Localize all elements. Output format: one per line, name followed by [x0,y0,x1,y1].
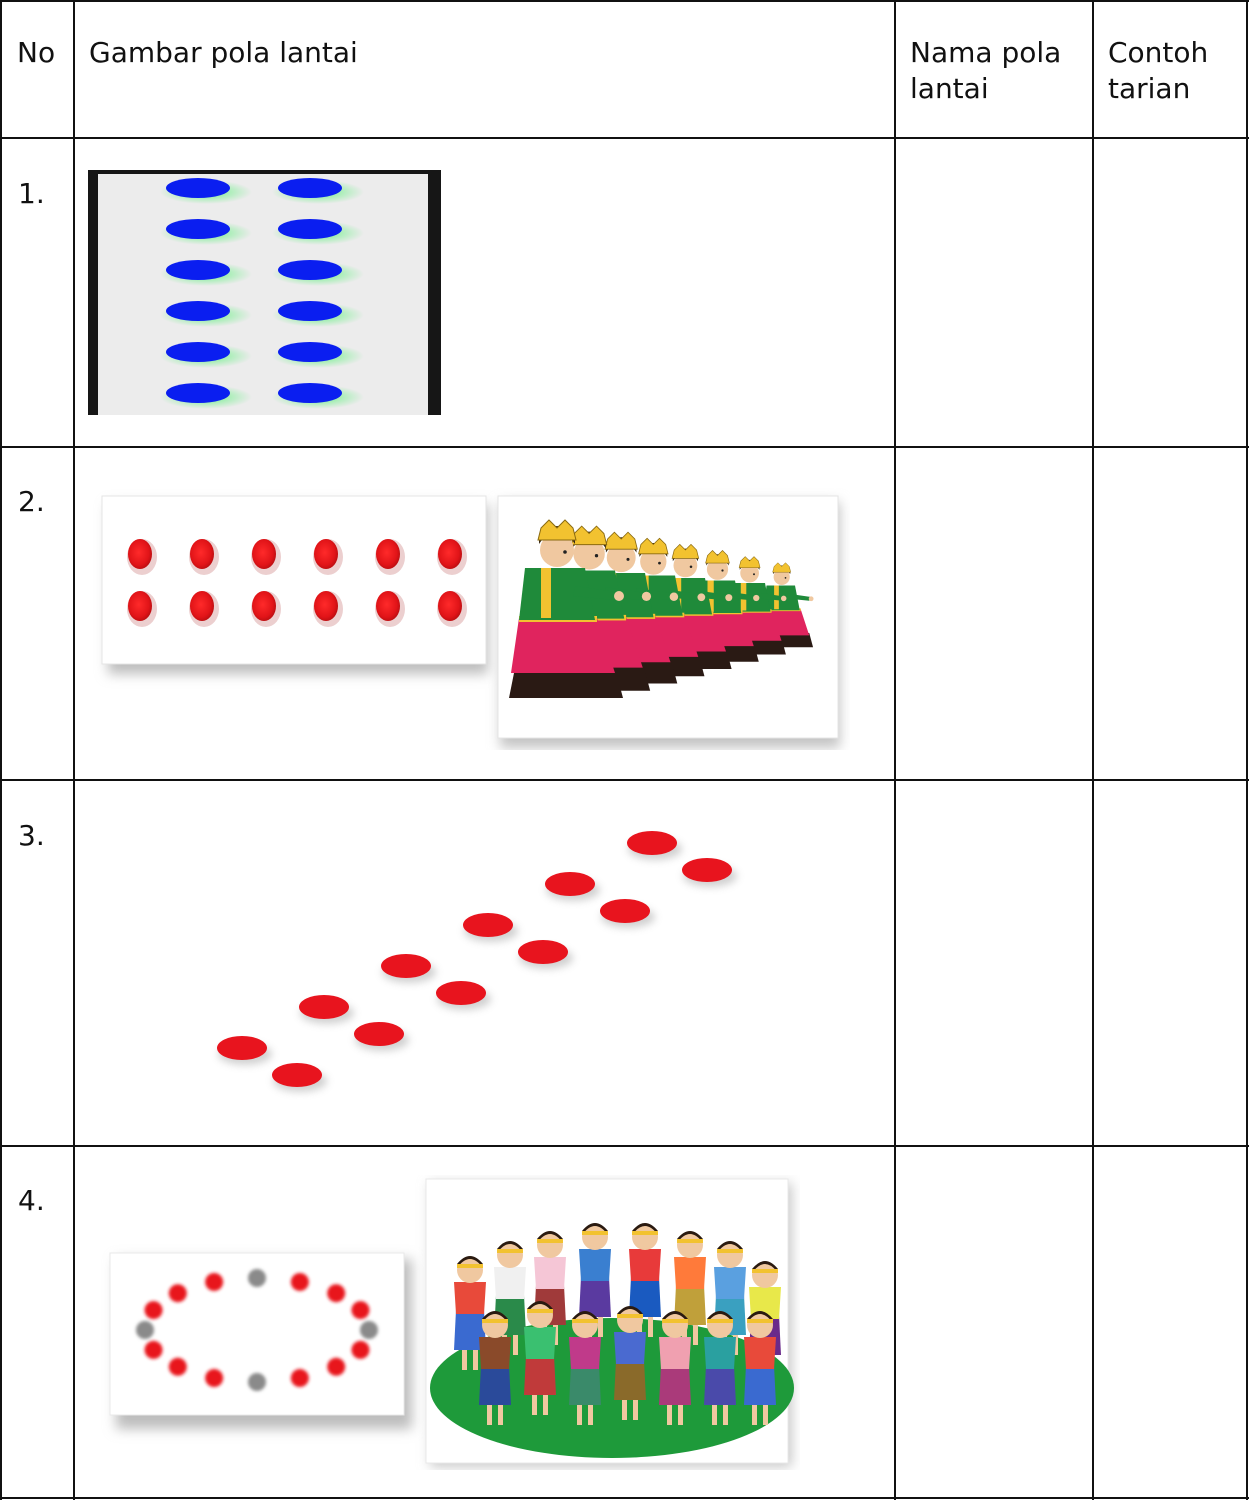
table-col-divider [1092,0,1094,1500]
dancer-position-marker [252,539,276,569]
dancer-position-marker [190,539,214,569]
table-row-divider [0,779,1249,781]
dancer-position-marker [128,591,152,621]
dancer-position-marker [166,219,230,239]
table-row-divider [0,1145,1249,1147]
dancer-position-marker [166,301,230,321]
header-no: No [17,36,56,69]
dancer-position-marker [436,981,486,1005]
row-3-figure [200,822,760,1102]
row-4-number: 4. [18,1184,45,1217]
diagonal-pattern-illustration [200,822,760,1102]
table-col-divider [894,0,896,1500]
table-border-left [0,0,2,1500]
row-2-figure [90,488,850,750]
dancer-position-marker [169,1358,187,1376]
table-row-divider [0,137,1249,139]
dancer-position-marker [518,940,568,964]
straight-line-pattern-illustration [88,170,441,415]
table-row-divider [0,446,1249,448]
dancer-position-marker [145,1301,163,1319]
table-col-divider [73,0,75,1500]
dancer-position-marker [190,591,214,621]
dancer-position-marker [205,1273,223,1291]
dancer-position-marker [169,1284,187,1302]
row-2-number: 2. [18,485,45,518]
header-contoh: Contoh tarian [1108,36,1209,105]
dancer-position-marker [381,954,431,978]
dancer-position-marker [248,1373,266,1391]
dancer-position-marker [248,1269,266,1287]
dancer-position-marker [376,591,400,621]
dancer-position-marker [327,1284,345,1302]
dancer-position-marker [351,1341,369,1359]
dancer-position-marker [299,995,349,1019]
dancer-position-marker [545,872,595,896]
dancer-position-marker [291,1369,309,1387]
dancer-position-marker [128,539,152,569]
row-4-figure [100,1175,800,1470]
dancer-position-marker [278,301,342,321]
dancer-position-marker [351,1301,369,1319]
table-border-top [0,0,1249,2]
dancer-position-marker [314,539,338,569]
dancer-position-marker [291,1273,309,1291]
dancer-position-marker [438,591,462,621]
horizontal-pattern-illustration [90,488,850,750]
dancer-position-marker [327,1358,345,1376]
dancer-position-marker [278,260,342,280]
row-1-figure [88,170,441,415]
dancer-position-marker [217,1036,267,1060]
dancer-position-marker [166,260,230,280]
row-1-number: 1. [18,177,45,210]
header-nama: Nama pola lantai [910,36,1062,105]
table-border-right [1246,0,1248,1500]
dancer-position-marker [438,539,462,569]
dancer-position-marker [376,539,400,569]
dancer-position-marker [166,178,230,198]
dancer-position-marker [682,858,732,882]
circle-pattern-illustration [100,1175,800,1470]
dancer-position-marker [278,178,342,198]
dancer-position-marker [166,342,230,362]
dancer-position-marker [136,1321,154,1339]
dancer-position-marker [314,591,338,621]
dancer-position-marker [145,1341,163,1359]
row-3-number: 3. [18,819,45,852]
dancer-position-marker [252,591,276,621]
dancer-position-marker [205,1369,223,1387]
dancer-position-marker [278,383,342,403]
table-border-bottom [0,1497,1249,1499]
dancer-position-marker [463,913,513,937]
dancer-position-marker [272,1063,322,1087]
dancer-position-marker [354,1022,404,1046]
dancer-position-marker [600,899,650,923]
dancer-position-marker [166,383,230,403]
dancer-position-marker [360,1321,378,1339]
dancer-position-marker [278,342,342,362]
header-gambar: Gambar pola lantai [89,36,358,69]
dancer-position-marker [278,219,342,239]
dancer-position-marker [627,831,677,855]
